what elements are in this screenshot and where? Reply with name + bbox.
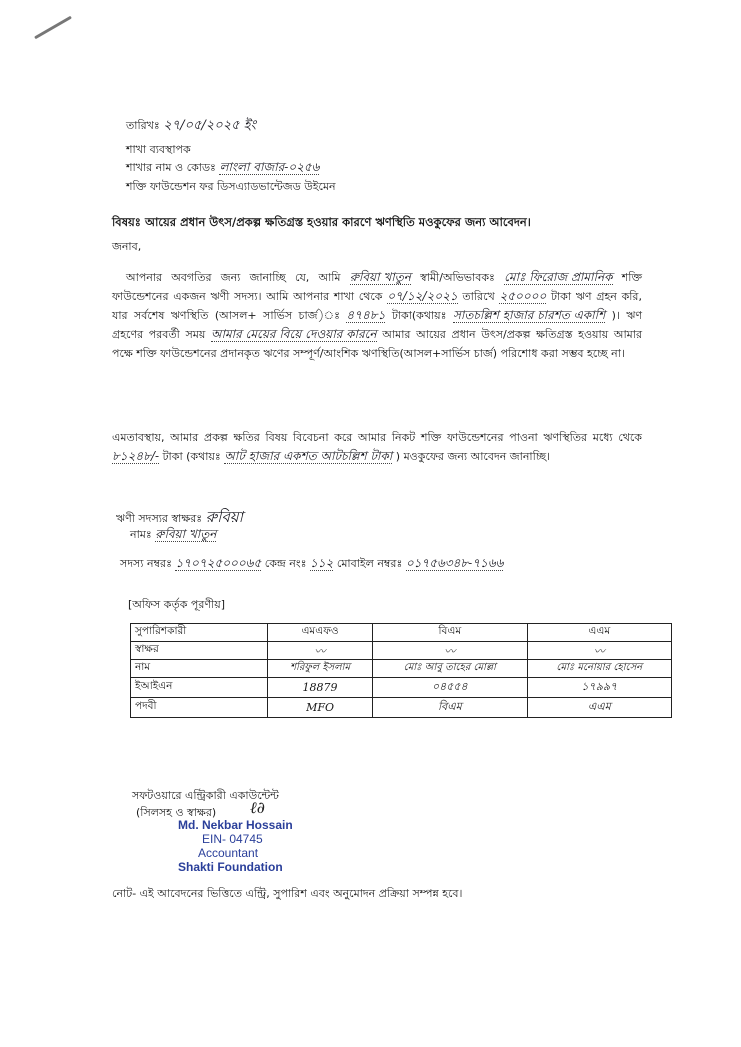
member-signature-line [116, 508, 243, 526]
mfo-name: শরিফুল ইসলাম [268, 660, 373, 678]
header-am: এএম [527, 624, 671, 642]
branch-manager: শাখা ব্যবস্থাপক [126, 143, 191, 156]
loan-amount-handwritten: ২৫০০০০ [499, 289, 547, 303]
row-label-name: নাম [131, 660, 268, 678]
office-row-signature [131, 642, 672, 660]
mfo-designation: MFO [268, 698, 373, 718]
office-table-header [131, 624, 672, 642]
p1-text-7: )। ঋণ গ্রহণের পরবর্তী সময় [112, 309, 643, 341]
member-number-value: ১৭০৭২৫০০০৬৫ [175, 556, 262, 570]
branch-value: লাংলা বাজার-০২৫৬ [219, 160, 320, 174]
mobile-value: ০১৭৫৬৩৪৮-৭১৬৬ [405, 556, 504, 570]
office-table [130, 623, 672, 718]
paragraph-two [112, 428, 642, 466]
p1-text-3: শক্তি ফাউন্ডেশনের একজন ঋণী সদস্য। আমি আপনার শাখা থেকে [112, 271, 643, 303]
seal-org: Shakti Foundation [178, 860, 283, 874]
accountant-seal [178, 818, 293, 874]
mfo-signature: 〰 [268, 642, 373, 660]
mobile-label: মোবাইল নম্বরঃ [336, 557, 403, 570]
member-sign-label: ঋণী সদস্যর স্বাক্ষরঃ [116, 512, 203, 525]
loan-date-handwritten: ০৭/১২/২০২১ [387, 289, 458, 303]
p1-text-5: টাকা ঋণ গ্রহন করি, যার সর্বশেষ ঋণস্থিতি (আসল+ সার্ভিস চার্জ)ঃ [112, 290, 642, 322]
p1-text-2: স্বামী/অভিভাবকঃ [420, 271, 495, 284]
reason-handwritten: আমার মেয়ের বিয়ে দেওয়ার কারনে [210, 327, 377, 341]
balance-handwritten: ৪৭৪৮১ [346, 308, 386, 322]
bm-signature: 〰 [373, 642, 527, 660]
row-label-designation: পদবী [131, 698, 268, 718]
p1-text-4: তারিখে [462, 290, 495, 303]
salutation: জনাব, [112, 240, 142, 253]
date-label: তারিখঃ [126, 119, 160, 132]
am-signature: 〰 [527, 642, 671, 660]
date-value: ২৭/০৫/২০২৫ ইং [163, 118, 257, 133]
seal-ein: EIN- 04745 [202, 832, 263, 846]
member-signature: রুবিয়া [205, 508, 243, 526]
row-label-ein: ইআইএন [131, 678, 268, 698]
accountant-title: সফটওয়ারে এন্ট্রিকারী একাউন্টেন্ট [132, 789, 279, 802]
waiver-amount-handwritten: ৮১২৪৮/- [112, 449, 160, 463]
office-row-ein [131, 678, 672, 698]
paragraph-one [112, 268, 642, 363]
am-name: মোঃ মনোয়ার হোসেন [527, 660, 671, 678]
seal-name: Md. Nekbar Hossain [178, 818, 293, 832]
member-name-label: নামঃ [130, 528, 152, 541]
mfo-ein: 18879 [268, 678, 373, 698]
p2-text-1: এমতাবস্থায়, আমার প্রকল্প ক্ষতির বিষয় বিবেচনা করে আমার নিকট শক্তি ফাউন্ডেশনের পাওনা ঋণস্থিতির মধ্যে থেকে [112, 431, 642, 444]
branch-line [126, 160, 319, 175]
member-name-line [130, 527, 216, 542]
guardian-handwritten: মোঃ ফিরোজ প্রামানিক [504, 270, 613, 284]
p1-text-8: আমার আয়ের প্রধান উৎস/প্রকল্প ক্ষতিগ্রস্ত হওয়ায় আমার পক্ষে শক্তি ফাউন্ডেশনের প্রদানকৃত ঋণের সম্পূর্ণ/আংশিক ঋণস্থিতি(আসল+সার্ভিস চার্জ) পরিশোধ করা সম্ভব হচ্ছে না। [112, 328, 643, 360]
balance-words-handwritten: সাতচল্লিশ হাজার চারশত একাশি [452, 308, 606, 322]
footer-note: নোট- এই আবেদনের ভিত্তিতে এন্ট্রি, সুপারিশ এবং অনুমোদন প্রক্রিয়া সম্পন্ন হবে। [112, 887, 463, 900]
header-mfo: এমএফও [268, 624, 373, 642]
center-label: কেন্দ্র নংঃ [264, 557, 307, 570]
subject-line: বিষয়ঃ আয়ের প্রধান উৎস/প্রকল্প ক্ষতিগ্রস্ত হওয়ার কারণে ঋণস্থিতি মওকুফের জন্য আবেদন। [112, 215, 531, 229]
pen-mark [34, 16, 72, 40]
bm-designation: বিএম [373, 698, 527, 718]
seal-title: Accountant [198, 846, 259, 860]
member-name-handwritten: রুবিয়া খাতুন [349, 270, 411, 284]
p1-text-1: আপনার অবগতির জন্য জানাচ্ছি যে, আমি [126, 271, 341, 284]
p2-text-2: টাকা (কথায়ঃ [162, 450, 221, 463]
p1-text-6: টাকা(কথায়ঃ [391, 309, 447, 322]
organization-name: শক্তি ফাউন্ডেশন ফর ডিসএ্যাডভান্টেজড উইমেন [126, 180, 336, 193]
header-recommender: সুপারিশকারী [131, 624, 268, 642]
member-number-label: সদস্য নম্বরঃ [120, 557, 172, 570]
header-bm: বিএম [373, 624, 527, 642]
office-row-designation [131, 698, 672, 718]
branch-label: শাখার নাম ও কোডঃ [126, 161, 216, 174]
waiver-words-handwritten: আট হাজার একশত আটচল্লিশ টাকা [224, 449, 393, 463]
bm-ein: ০৪৫৫৪ [373, 678, 527, 698]
member-name-value: রুবিয়া খাতুন [155, 527, 217, 541]
p2-text-3: ) মওকুফের জন্য আবেদন জানাচ্ছি। [395, 450, 551, 463]
office-row-name [131, 660, 672, 678]
office-section-title: [অফিস কর্তৃক পূরণীয়] [128, 598, 225, 611]
accountant-signature: ℓ∂ [250, 798, 265, 817]
bm-name: মোঃ আবু তাহের মোল্লা [373, 660, 527, 678]
date-line [126, 118, 256, 134]
accountant-seal-note: (সিলসহ ও স্বাক্ষর) [136, 806, 217, 819]
am-ein: ১৭৯৯৭ [527, 678, 671, 698]
member-number-line [120, 556, 503, 571]
center-value: ১১২ [309, 556, 334, 570]
am-designation: এএম [527, 698, 671, 718]
row-label-signature: স্বাক্ষর [131, 642, 268, 660]
